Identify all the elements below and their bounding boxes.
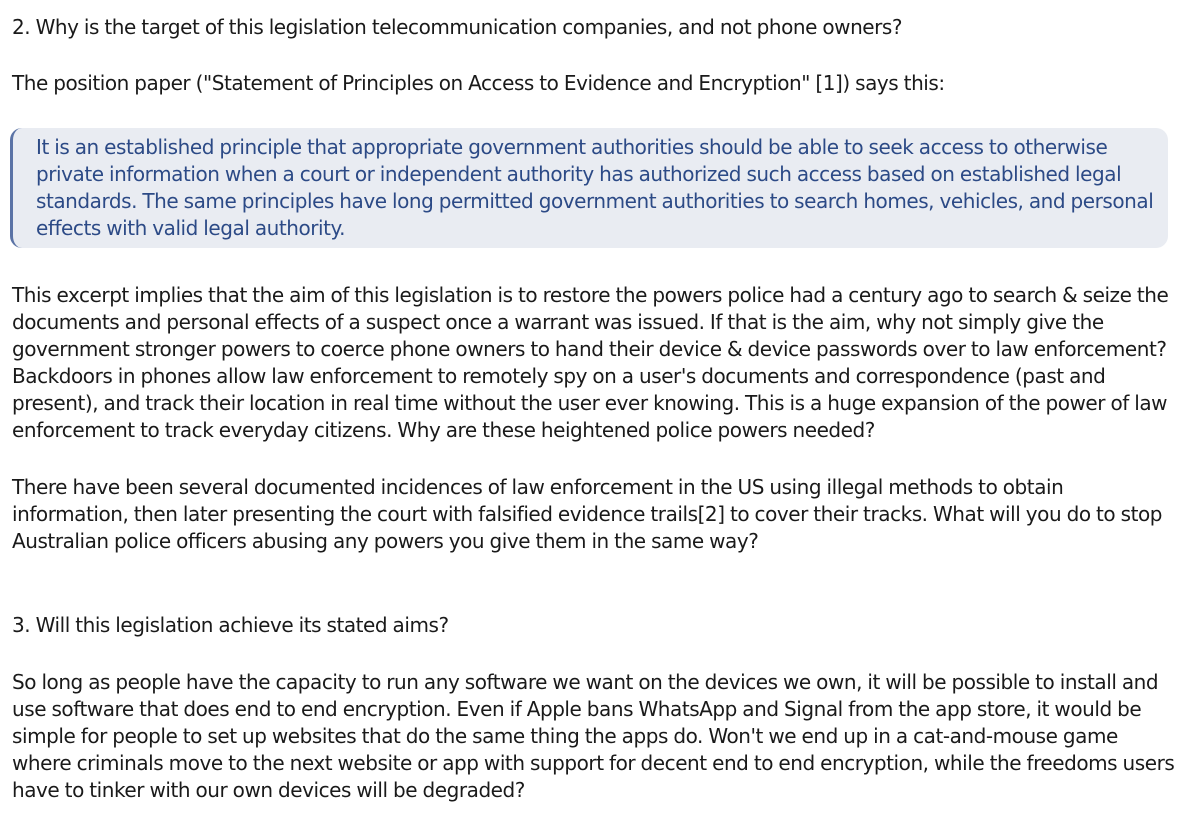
software-paragraph: So long as people have the capacity to run any software we want on the devices we own, it will be possible to install and use software that does end to end encryption. Even if Apple bans WhatsApp and Signal from the app store, it would be simple for people to set up websites that do the same thing the apps do. Won't we end up in a cat-and-mouse game where criminals move to the next website or app with support for decent end to end encryption, while the freedoms users have to tinker with our own devices will be degraded? (12, 670, 1175, 802)
blockquote (10, 128, 1168, 248)
documented-incidences-paragraph: There have been several documented incidences of law enforcement in the US using illegal methods to obtain information, then later presenting the court with falsified evidence trails[2] to cover their tracks. What will you do to stop Australian police officers abusing any powers you give them in the same way? (12, 475, 1163, 553)
excerpt-paragraph: This excerpt implies that the aim of this legislation is to restore the powers police had a century ago to search & seize the documents and personal effects of a suspect once a warrant was issued. If that is the aim, why not simply give the government stronger powers to coerce phone owners to hand their device & device passwords over to law enforcement? Backdoors in phones allow law enforcement to remotely spy on a user's documents and correspondence (past and present), and track their location in real time without the user ever knowing. This is a huge expansion of the power of law enforcement to track everyday citizens. Why are these heightened police powers needed? (12, 283, 1169, 442)
intro-paragraph: The position paper ("Statement of Principles on Access to Evidence and Encryption" [1]) says this: (12, 71, 945, 95)
blockquote-text: It is an established principle that appropriate government authorities should be able to seek access to otherwise private information when a court or independent authority has authorized such access based on established legal standards. The same principles have long permitted government authorities to search homes, vehicles, and personal effects with valid legal authority. (36, 135, 1154, 240)
question-3-heading: 3. Will this legislation achieve its stated aims? (12, 613, 449, 637)
question-2-heading: 2. Why is the target of this legislation telecommunication companies, and not phone owners? (12, 15, 903, 39)
